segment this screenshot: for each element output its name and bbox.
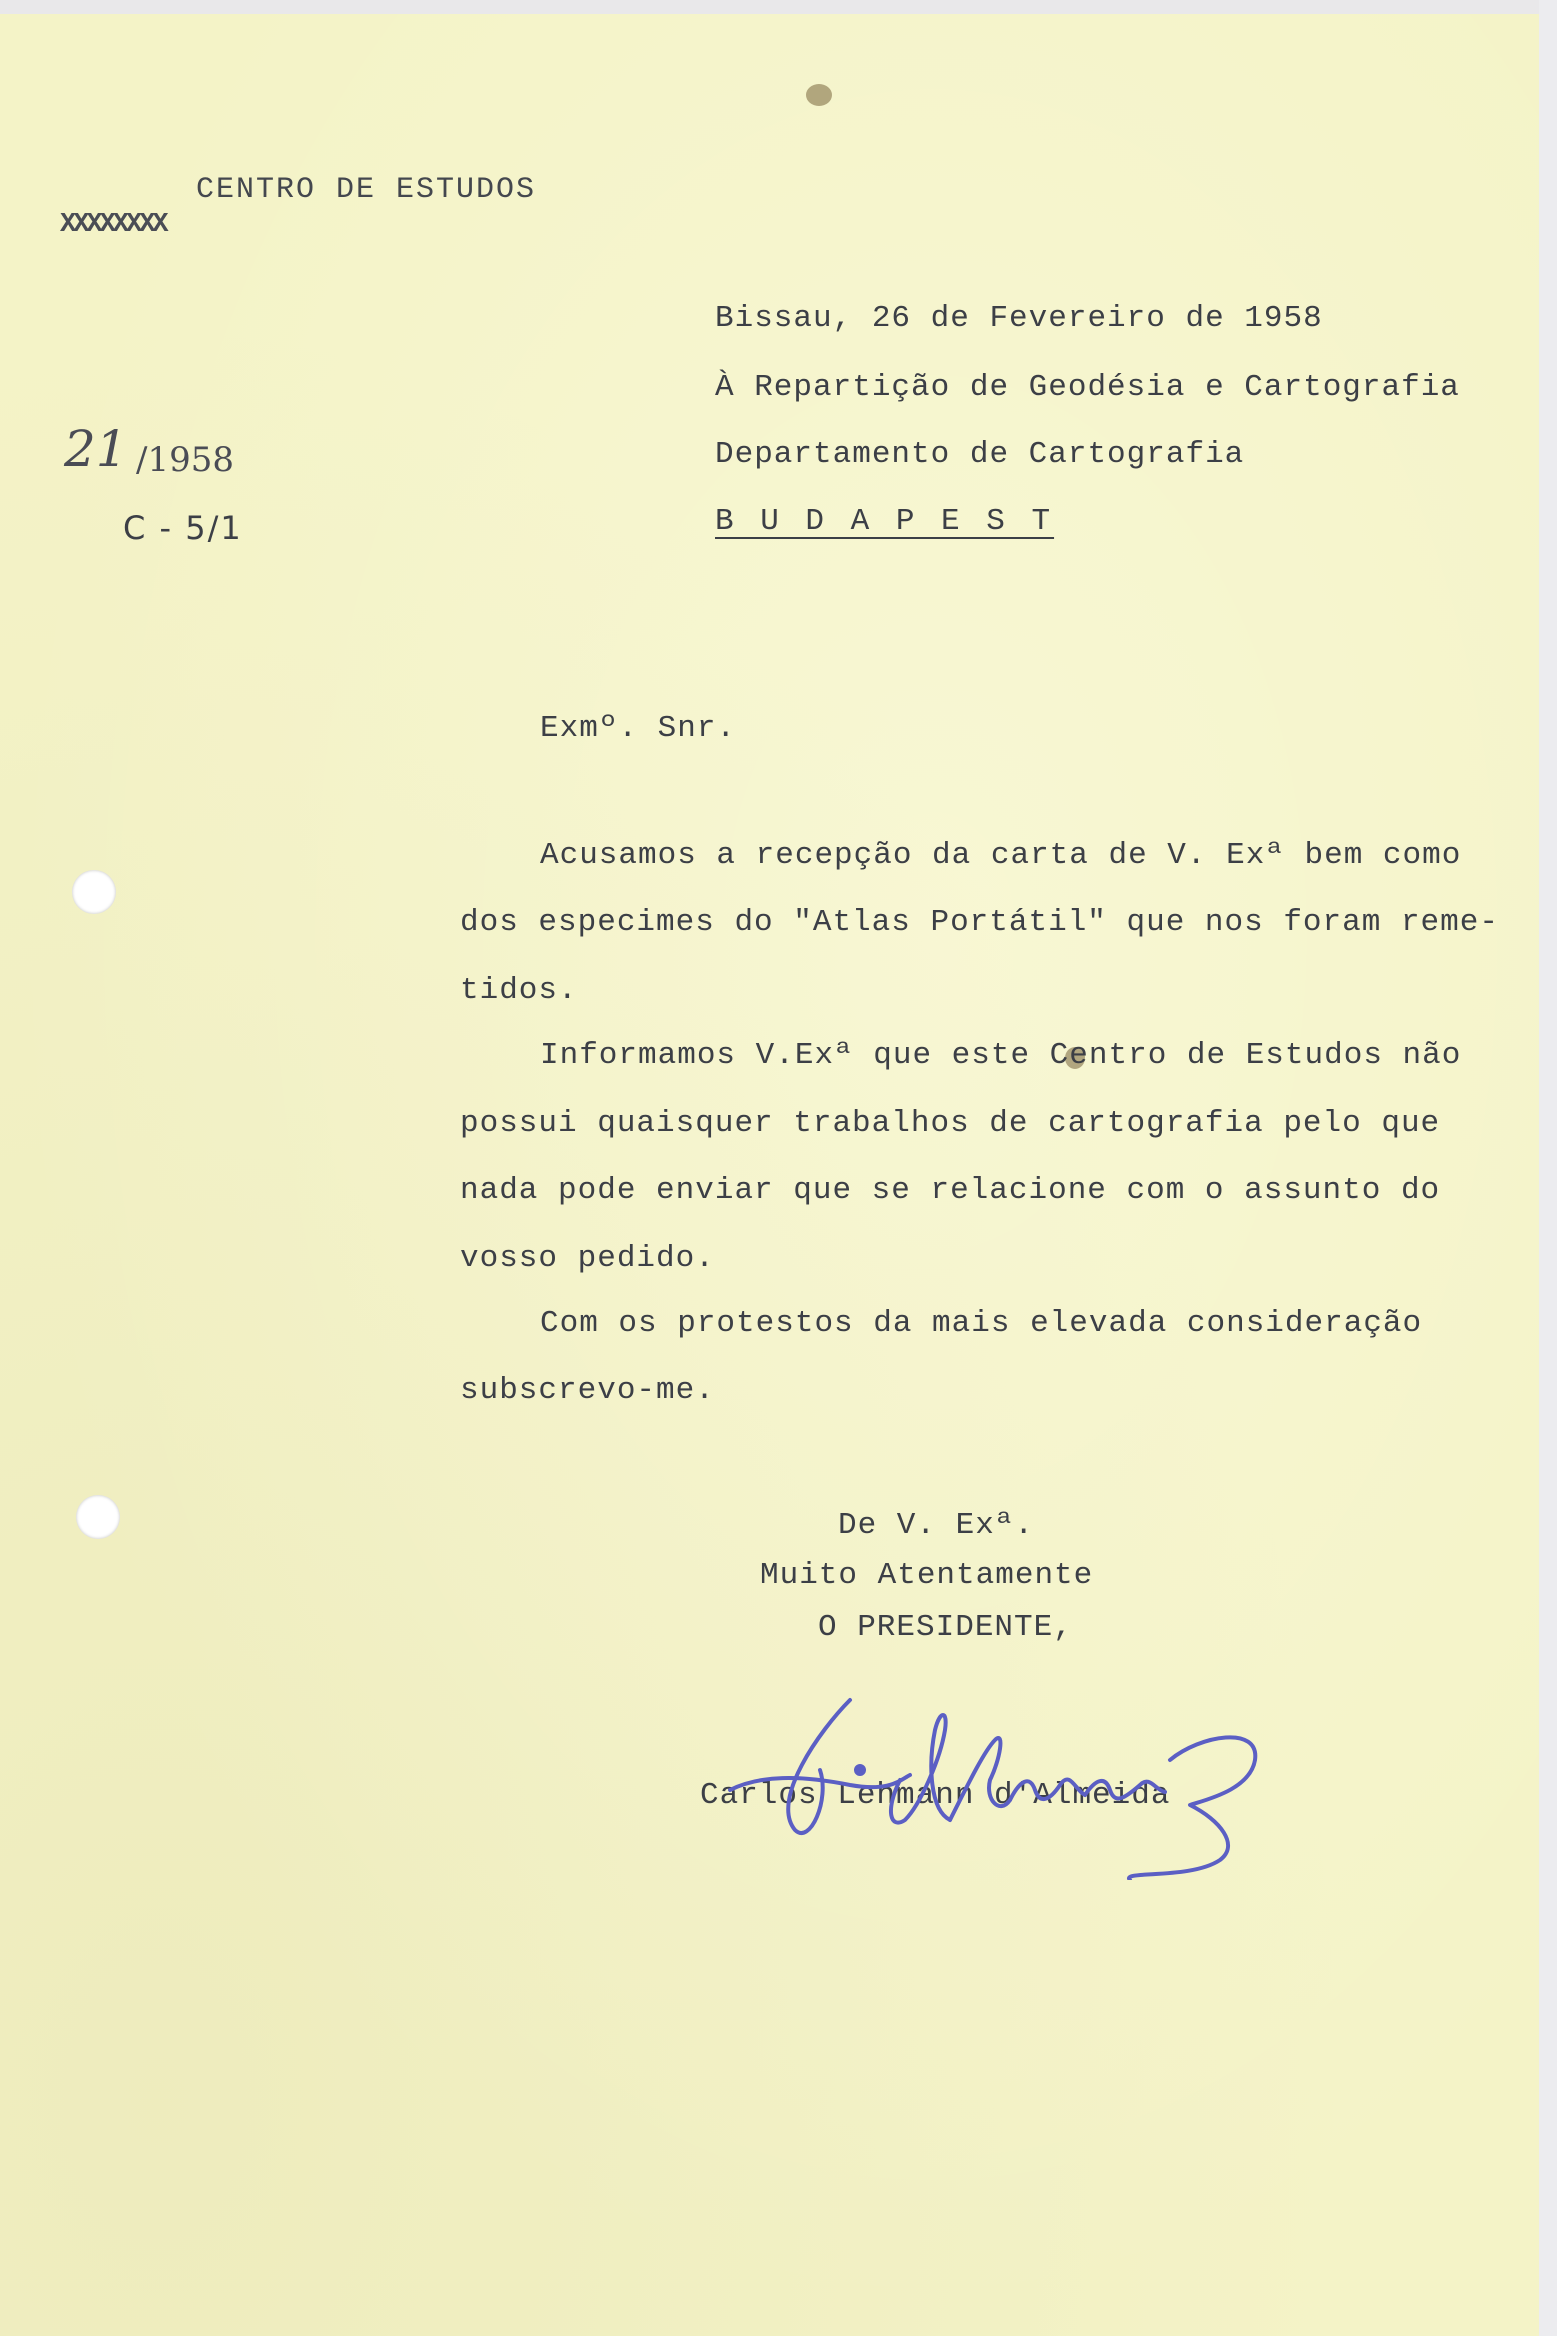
struck-out-text: XXXXXXXX [60, 210, 166, 240]
punch-hole-top [72, 870, 116, 914]
body-line: tidos. [460, 973, 578, 1008]
file-code: C - 5/1 [123, 509, 243, 547]
place-and-date: Bissau, 26 de Fevereiro de 1958 [715, 301, 1323, 336]
body-line: nada pode enviar que se relacione com o assunto do [460, 1173, 1441, 1208]
recipient-line-2: Departamento de Cartografia [715, 437, 1245, 472]
recipient-line-1: À Repartição de Geodésia e Cartografia [715, 370, 1460, 405]
body-line: Com os protestos da mais elevada consideração [540, 1306, 1423, 1341]
body-line: vosso pedido. [460, 1241, 715, 1276]
body-line: possui quaisquer trabalhos de cartografia pelo que [460, 1106, 1441, 1141]
letterhead-org: CENTRO DE ESTUDOS [196, 173, 537, 207]
handwritten-signature [700, 1680, 1280, 1880]
scan-border-right [1539, 0, 1557, 2336]
body-line: dos especimes do "Atlas Portátil" que nos foram reme- [460, 905, 1499, 940]
reference-year: /1958 [136, 440, 234, 480]
salutation: Exmº. Snr. [540, 711, 737, 746]
signatory-name: Carlos Lehmann d'Almeida [700, 1778, 1171, 1813]
stain-speck [806, 84, 832, 106]
body-line: subscrevo-me. [460, 1373, 715, 1408]
closing-title: O PRESIDENTE, [818, 1610, 1073, 1645]
closing-line-1: De V. Exª. [838, 1508, 1035, 1543]
body-line: Acusamos a recepção da carta de V. Exª bem como [540, 838, 1462, 873]
body-line: Informamos V.Exª que este Centro de Estudos não [540, 1038, 1462, 1073]
punch-hole-bottom [76, 1495, 120, 1539]
handwritten-reference-number: 21 [64, 420, 128, 478]
recipient-city: B U D A P E S T [715, 504, 1055, 539]
scan-border-top [0, 0, 1557, 14]
closing-line-2: Muito Atentamente [760, 1558, 1094, 1593]
